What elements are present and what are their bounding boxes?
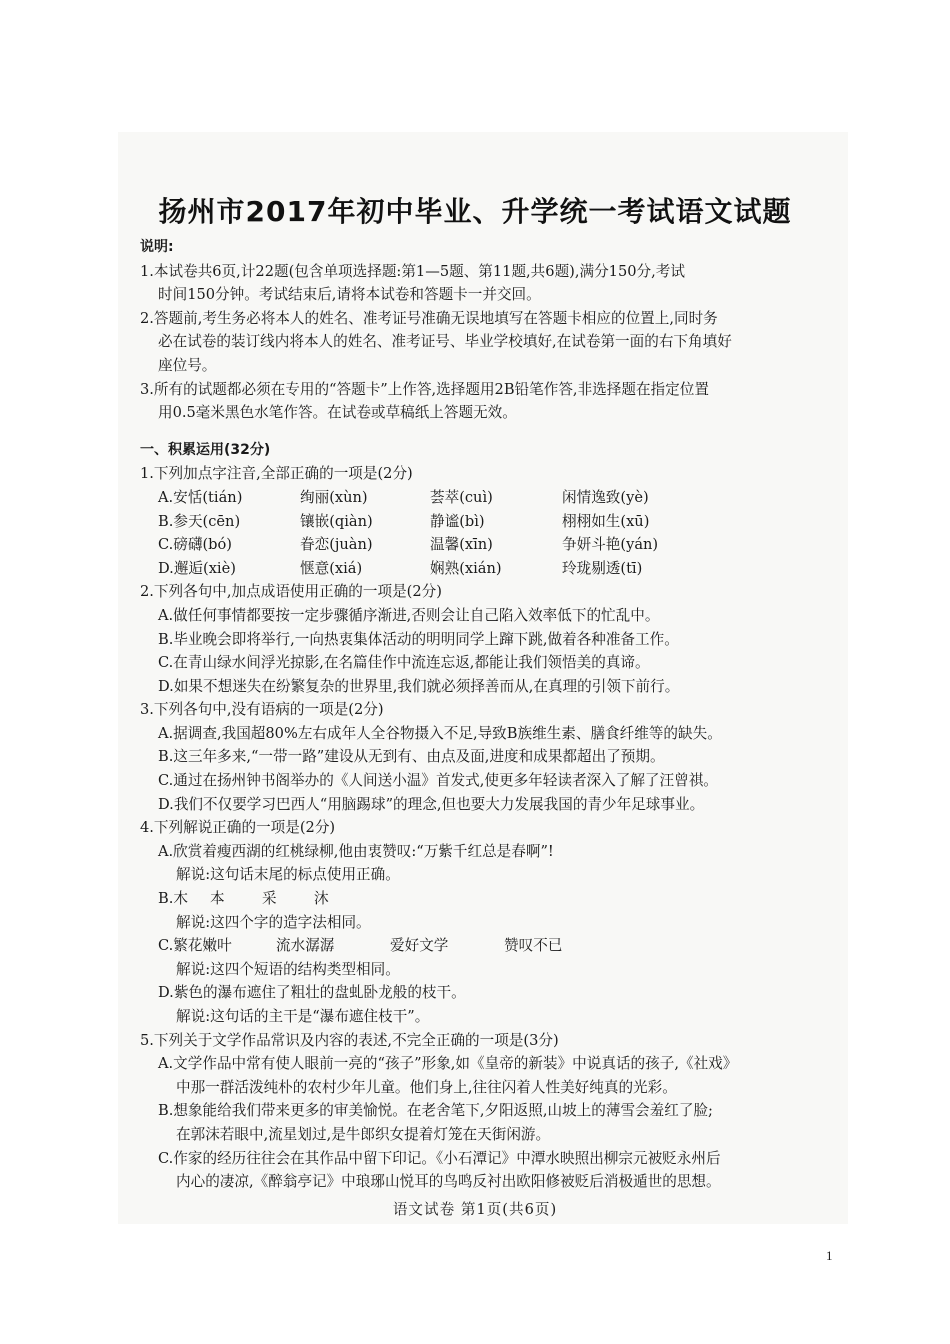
exam-content (140, 236, 840, 1194)
char-item: B.木 (158, 890, 188, 908)
question-stem: 3.下列各句中,没有语病的一项是(2分) (140, 701, 384, 719)
explanation-line: 解说:这四个字的造字法相同。 (176, 913, 371, 931)
q1-cell: B.参天(cēn) (158, 512, 241, 530)
question-stem: 1.下列加点字注音,全部正确的一项是(2分) (140, 465, 413, 483)
notes-line: 必在试卷的装订线内将本人的姓名、准考证号、毕业学校填好,在试卷第一面的右下角填好 (158, 333, 732, 351)
option-line: D.我们不仅要学习巴西人“用脑踢球”的理念,但也要大力发展我国的青少年足球事业。 (158, 795, 705, 813)
section-heading: 一、积累运用(32分) (140, 441, 271, 458)
q1-cell: 温馨(xīn) (430, 536, 493, 554)
notes-line: 用0.5毫米黑色水笔作答。在试卷或草稿纸上答题无效。 (158, 404, 517, 422)
option-line: D.如果不想迷失在纷繁复杂的世界里,我们就必须择善而从,在真理的引领下前行。 (158, 677, 680, 695)
q1-cell: 绚丽(xùn) (300, 488, 368, 506)
option-line: A.据调查,我国超80%左右成年人全谷物摄入不足,导致B族维生素、膳食纤维等的缺失。 (158, 724, 722, 742)
q1-row (140, 486, 840, 510)
page-number: 1 (826, 1248, 833, 1263)
page-footer: 语文试卷 第1页(共6页) (392, 1201, 558, 1218)
q1-cell: D.邂逅(xiè) (158, 559, 236, 577)
q1-cell: 娴熟(xián) (430, 559, 502, 577)
explanation-line: 解说:这句话的主干是“瀑布遮住枝干”。 (176, 1008, 430, 1025)
option-line: 在郭沫若眼中,流星划过,是牛郎织女提着灯笼在天街闲游。 (176, 1125, 551, 1143)
q1-cell: 惬意(xiá) (300, 559, 363, 577)
q1-row (140, 510, 840, 534)
option-line: B.这三年多来,“一带一路”建设从无到有、由点及面,进度和成果都超出了预期。 (158, 748, 665, 766)
option-line: B.想象能给我们带来更多的审美愉悦。在老舍笔下,夕阳返照,山坡上的薄雪会羞红了脸; (158, 1102, 713, 1120)
q1-cell: C.磅礴(bó) (158, 536, 232, 554)
page-title: 扬州市2017年初中毕业、升学统一考试语文试题 (158, 195, 792, 228)
q1-cell: 栩栩如生(xū) (562, 512, 650, 530)
q4-option-c (140, 934, 840, 958)
phrase-item: C.繁花嫩叶 (158, 937, 232, 955)
question-stem: 5.下列关于文学作品常识及内容的表述,不完全正确的一项是(3分) (140, 1031, 559, 1049)
notes-line: 1.本试卷共6页,计22题(包含单项选择题:第1—5题、第11题,共6题),满分150分,考试 (140, 262, 685, 280)
q1-cell: 镶嵌(qiàn) (300, 512, 373, 530)
phrase-item: 爱好文学 (390, 937, 449, 955)
explanation-line: 解说:这四个短语的结构类型相同。 (176, 960, 400, 978)
question-stem: 2.下列各句中,加点成语使用正确的一项是(2分) (140, 583, 442, 601)
explanation-line: 解说:这句话末尾的标点使用正确。 (176, 866, 400, 884)
option-line: D.紫色的瀑布遮住了粗壮的盘虬卧龙般的枝干。 (158, 984, 466, 1002)
option-line: C.作家的经历往往会在其作品中留下印记。《小石潭记》中潭水映照出柳宗元被贬永州后 (158, 1149, 721, 1167)
option-line: A.欣赏着瘦西湖的红桃绿柳,他由衷赞叹:“万紫千红总是春啊”! (158, 842, 554, 860)
char-item: 本 (210, 890, 225, 908)
q1-cell: 静谧(bì) (430, 512, 485, 530)
option-line: 内心的凄凉,《醉翁亭记》中琅琊山悦耳的鸟鸣反衬出欧阳修被贬后消极遁世的思想。 (176, 1173, 721, 1191)
option-line: 中那一群活泼纯朴的农村少年儿童。他们身上,往往闪着人性美好纯真的光彩。 (176, 1078, 677, 1096)
phrase-item: 流水潺潺 (276, 937, 335, 955)
notes-line: 座位号。 (158, 356, 217, 374)
question-stem: 4.下列解说正确的一项是(2分) (140, 819, 336, 837)
q4-option-b (140, 887, 840, 911)
notes-line: 2.答题前,考生务必将本人的姓名、准考证号准确无误地填写在答题卡相应的位置上,同时务 (140, 309, 718, 327)
option-line: A.做任何事情都要按一定步骤循序渐进,否则会让自己陷入效率低下的忙乱中。 (158, 606, 660, 624)
notes-heading: 说明: (140, 239, 174, 255)
option-line: A.文学作品中常有使人眼前一亮的“孩子”形象,如《皇帝的新装》中说真话的孩子,《社戏》 (158, 1055, 738, 1073)
option-line: B.毕业晚会即将举行,一向热衷集体活动的明明同学上蹿下跳,做着各种准备工作。 (158, 630, 679, 648)
q1-cell: 眷恋(juàn) (300, 536, 373, 554)
option-line: C.在青山绿水间浮光掠影,在名篇佳作中流连忘返,都能让我们领悟美的真谛。 (158, 654, 650, 672)
notes-line: 3.所有的试题都必须在专用的“答题卡”上作答,选择题用2B铅笔作答,非选择题在指定位置 (140, 380, 709, 398)
option-line: C.通过在扬州钟书阁举办的《人间送小温》首发式,使更多年轻读者深入了解了汪曾祺。 (158, 772, 718, 790)
q1-cell: 荟萃(cuì) (430, 488, 493, 506)
notes-line: 时间150分钟。考试结束后,请将本试卷和答题卡一并交回。 (158, 286, 541, 304)
char-item: 沐 (314, 890, 329, 908)
phrase-item: 赞叹不已 (504, 937, 563, 955)
q1-cell: 争妍斗艳(yán) (562, 536, 659, 554)
q1-row (140, 557, 840, 581)
q1-cell: A.安恬(tián) (158, 488, 243, 506)
q1-cell: 闲情逸致(yè) (562, 488, 649, 506)
q1-cell: 玲珑剔透(tī) (562, 559, 643, 577)
char-item: 采 (262, 890, 277, 908)
q1-row (140, 533, 840, 557)
